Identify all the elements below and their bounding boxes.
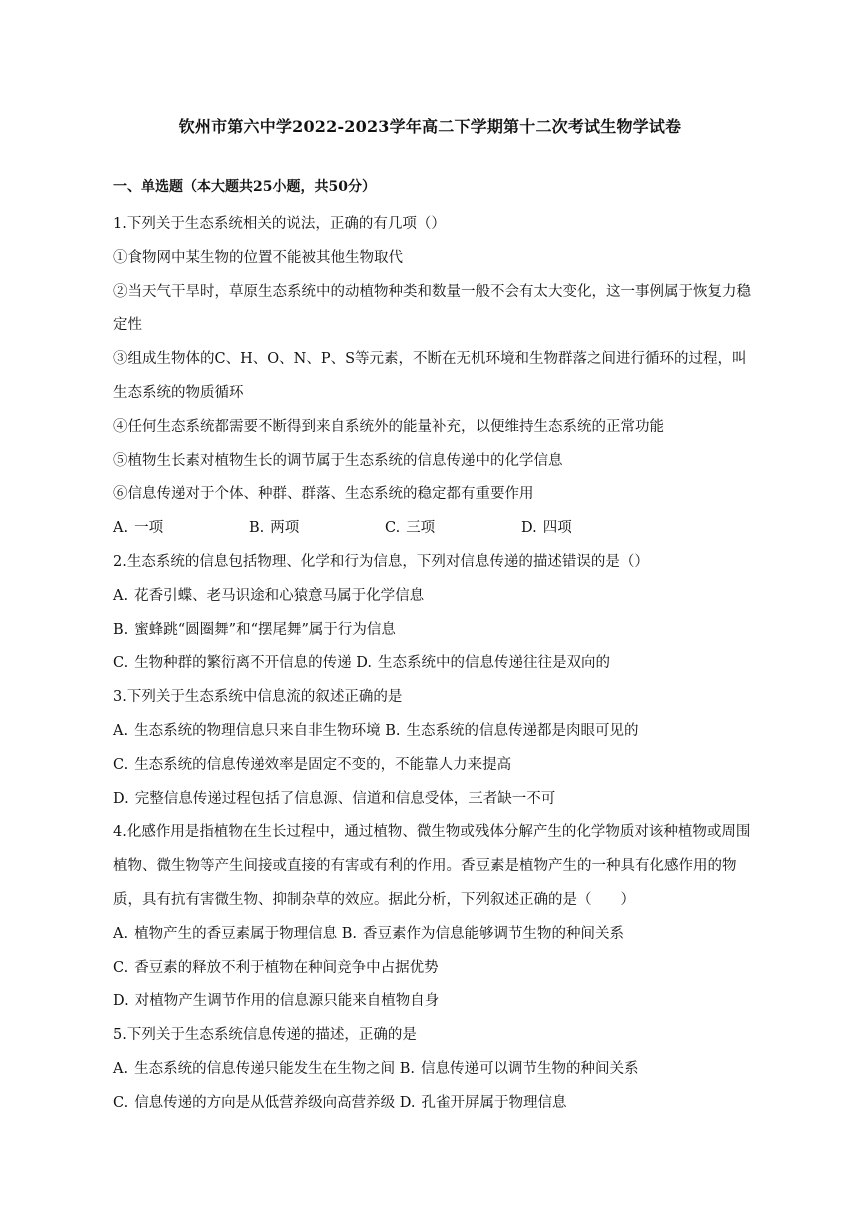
- option-c: C. 生物种群的繁衍离不开信息的传递: [113, 655, 352, 672]
- question-5-stem: 5.下列关于生态系统信息传递的描述，正确的是: [113, 1027, 417, 1044]
- option-a: A. 花香引蝶、老马识途和心猿意马属于化学信息: [113, 587, 425, 604]
- option-c: C. 生态系统的信息传递效率是固定不变的，不能靠人力来提高: [113, 756, 512, 773]
- option-d: D. 对植物产生调节作用的信息源只能来自植物自身: [113, 993, 440, 1010]
- option-d: D. 孔雀开屏属于物理信息: [399, 1094, 567, 1111]
- exam-title: 钦州市第六中学2022-2023学年高二下学期第十二次考试生物学试卷: [178, 117, 682, 136]
- question-2-options-cd: [113, 647, 753, 681]
- option-b: B. 生态系统的信息传递都是肉眼可见的: [385, 722, 639, 739]
- option-d: D. 生态系统中的信息传递往往是双向的: [356, 655, 611, 672]
- question-1-stem: 1.下列关于生态系统相关的说法，正确的有几项（）: [113, 216, 446, 232]
- option-b: B. 香豆素作为信息能够调节生物的种间关系: [341, 925, 624, 942]
- question-3-stem: 3.下列关于生态系统中信息流的叙述正确的是: [113, 689, 403, 706]
- option-a: A. 生态系统的信息传递只能发生在生物之间: [113, 1060, 396, 1077]
- option-c: C. 三项: [385, 520, 436, 537]
- option-a: A. 一项: [113, 520, 164, 537]
- question-1-item-2: ②当天气干旱时，草原生态系统中的动植物种类和数量一般不会有太大变化，这一事例属于恢复力稳定性: [113, 283, 751, 334]
- question-list: [113, 208, 753, 1121]
- option-b: B. 蜜蜂跳“圆圈舞”和“摆尾舞”属于行为信息: [113, 621, 396, 638]
- question-1-item-3: ③组成生物体的C、H、O、N、P、S等元素，不断在无机环境和生物群落之间进行循环的过程，叫生态系统的物质循环: [113, 351, 747, 401]
- option-c: C. 香豆素的释放不利于植物在种间竞争中占据优势: [113, 959, 439, 976]
- question-1-item-4: ④任何生态系统都需要不断得到来自系统外的能量补充，以便维持生态系统的正常功能: [113, 418, 664, 435]
- question-1-options: [113, 512, 753, 546]
- option-d: D. 完整信息传递过程包括了信息源、信道和信息受体，三者缺一不可: [113, 790, 556, 807]
- question-1-item-6: ⑥信息传递对于个体、种群、群落、生态系统的稳定都有重要作用: [113, 486, 534, 503]
- question-4-options-ab: [113, 918, 753, 952]
- question-5-options-ab: [113, 1053, 753, 1087]
- option-d: D. 四项: [521, 520, 572, 537]
- question-2-stem: 2.生态系统的信息包括物理、化学和行为信息，下列对信息传递的描述错误的是（）: [113, 553, 649, 570]
- option-a: A. 植物产生的香豆素属于物理信息: [113, 925, 338, 942]
- option-b: B. 信息传递可以调节生物的种间关系: [399, 1060, 639, 1077]
- option-b: B. 两项: [249, 520, 300, 537]
- option-a: A. 生态系统的物理信息只来自非生物环境: [113, 722, 381, 739]
- question-5-options-cd: [113, 1087, 753, 1121]
- question-1-item-1: ①食物网中某生物的位置不能被其他生物取代: [113, 249, 403, 266]
- section-heading: 一、单选题（本大题共25小题，共50分）: [113, 179, 376, 195]
- option-c: C. 信息传递的方向是从低营养级向高营养级: [113, 1094, 396, 1111]
- question-4-stem: 4.化感作用是指植物在生长过程中，通过植物、微生物或残体分解产生的化学物质对该种植物或周围植物、微生物等产生间接或直接的有害或有利的作用。香豆素是植物产生的一种具有化感作用的物质，具有抗有害微生物、抑制杂草的效应。据此分析，下列叙述正确的是（ ）: [113, 824, 751, 908]
- question-3-options-ab: [113, 715, 753, 749]
- question-1-item-5: ⑤植物生长素对植物生长的调节属于生态系统的信息传递中的化学信息: [113, 452, 563, 469]
